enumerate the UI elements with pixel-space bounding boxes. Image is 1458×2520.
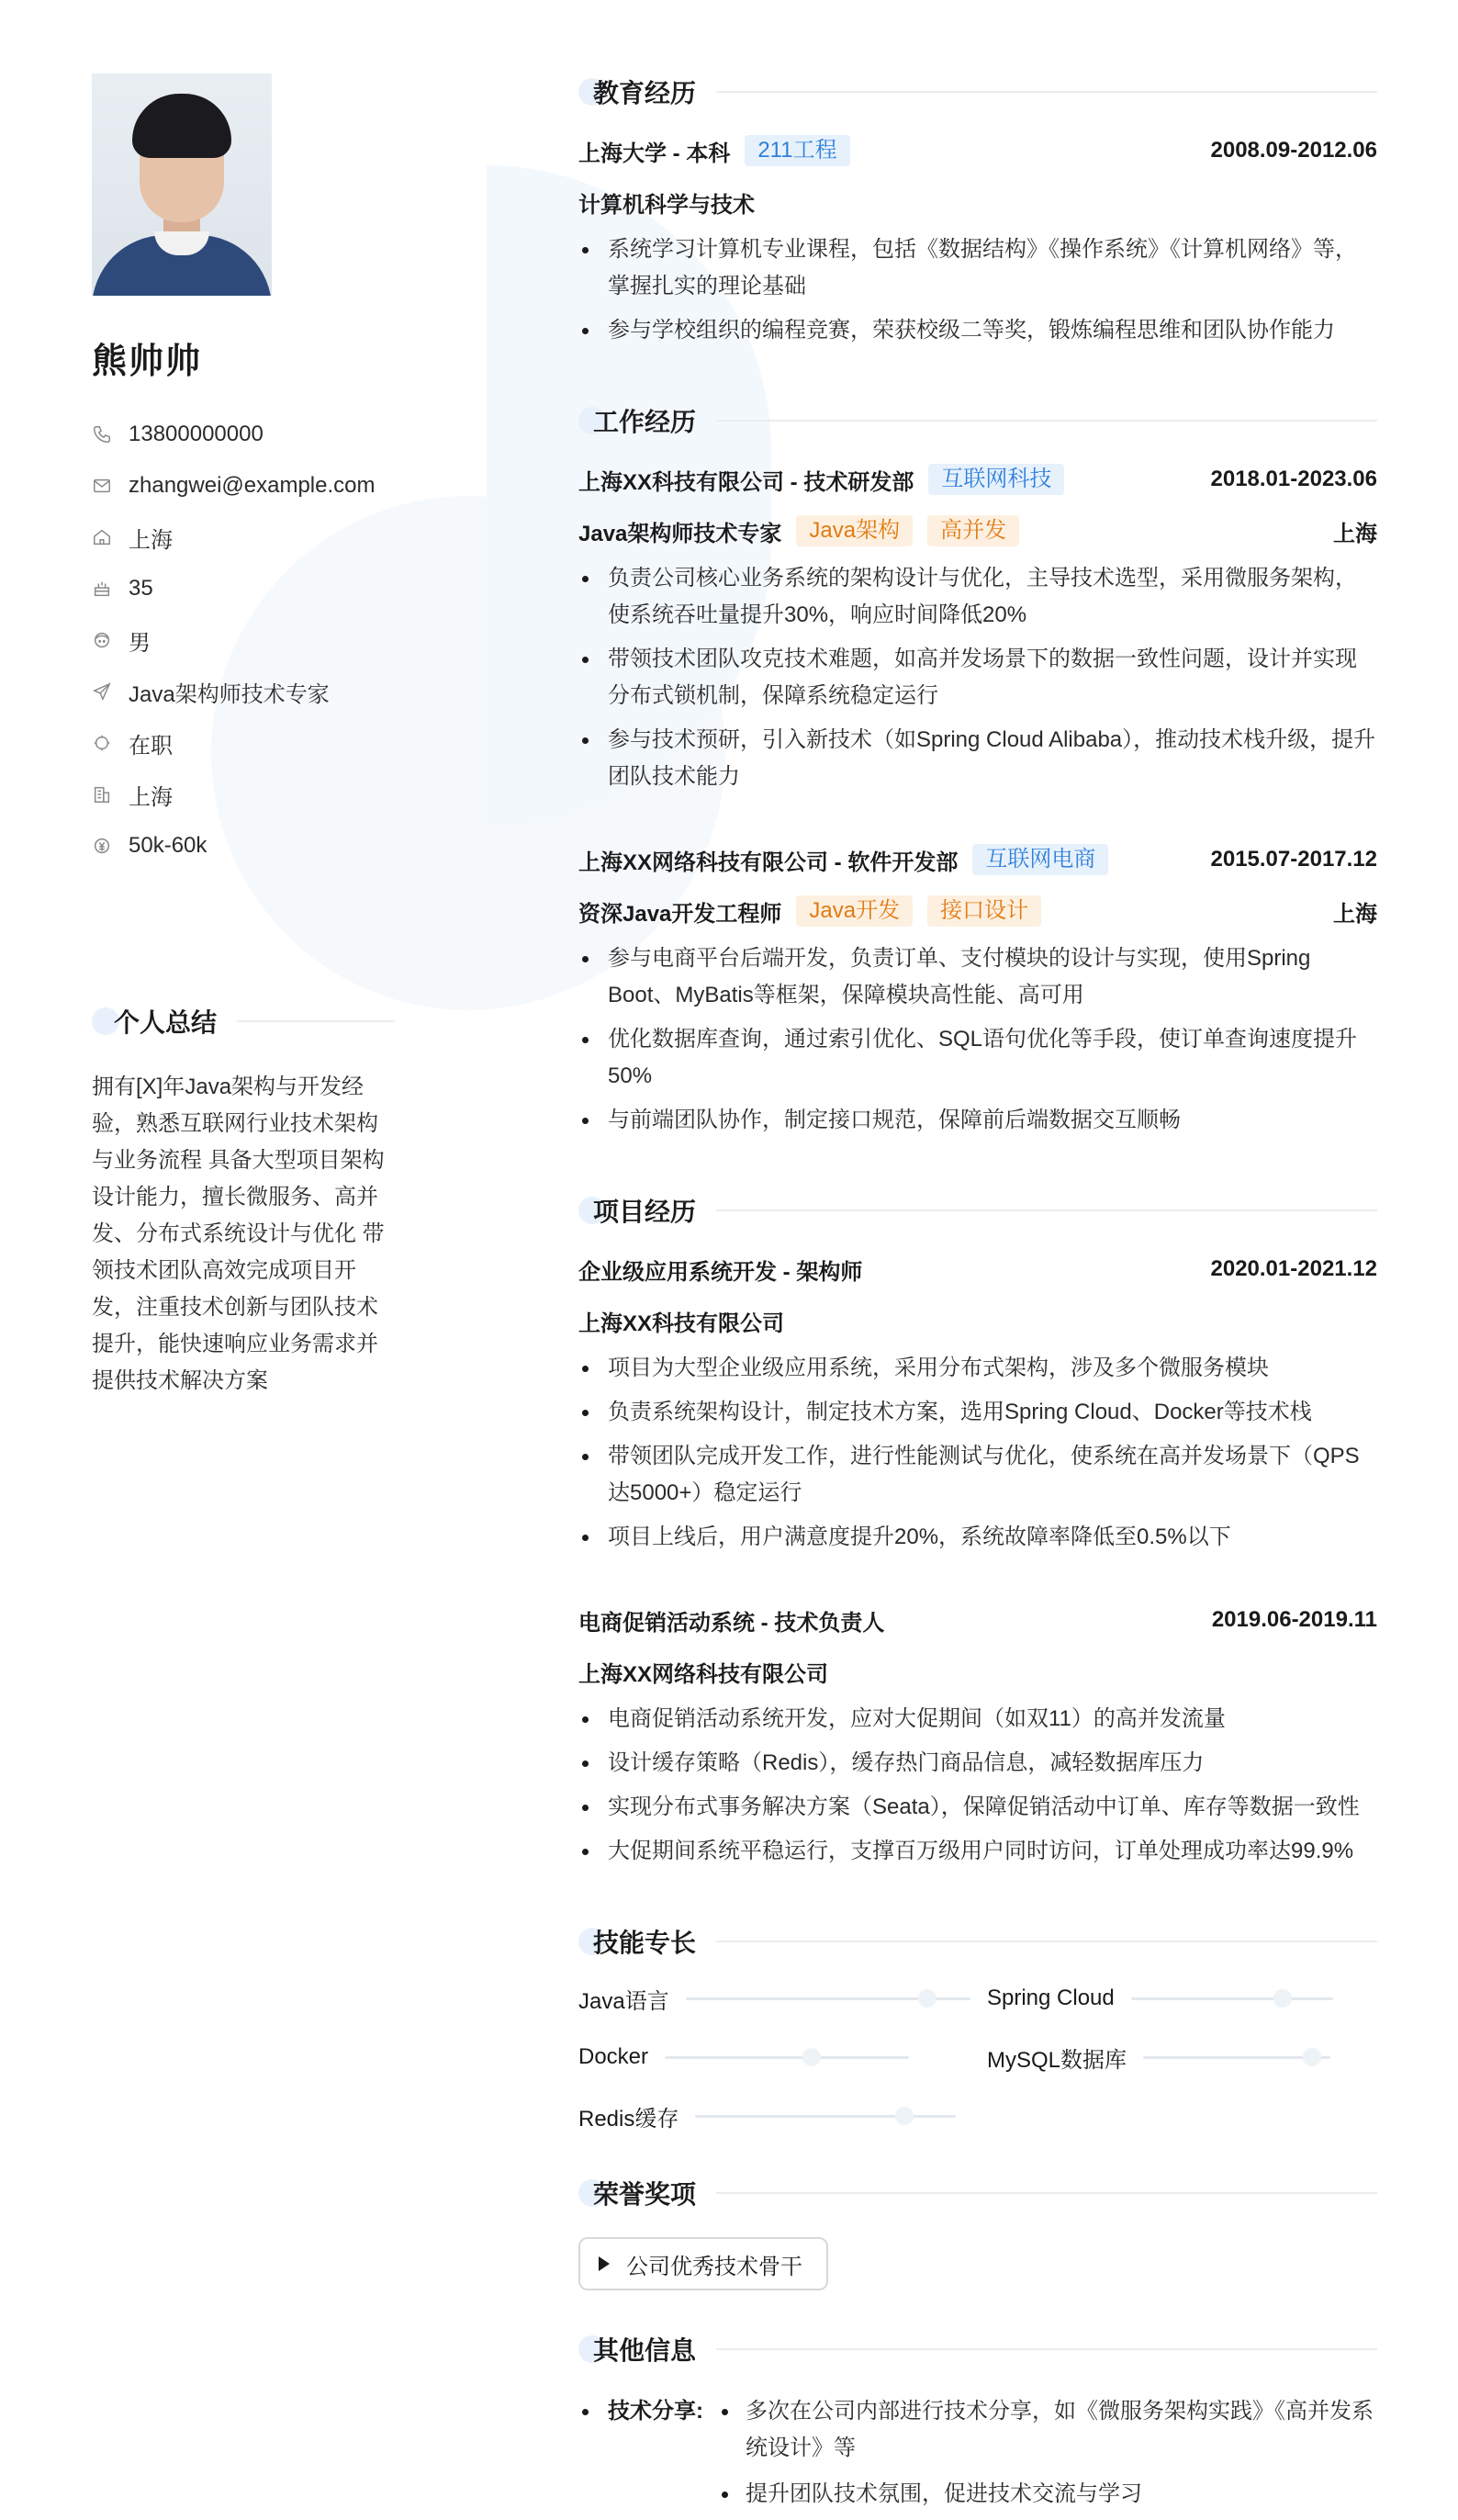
awards-section-title: 荣誉奖项 — [578, 2171, 1377, 2215]
skills-grid — [578, 1980, 1377, 2134]
company-name: 上海XX网络科技有限公司 - 软件开发部 — [578, 849, 959, 875]
education-bullets — [578, 231, 1377, 349]
job-date: 2015.07-2017.12 — [1210, 847, 1377, 872]
summary-section-title: 个人总结 — [92, 1003, 395, 1040]
list-item: 带领团队完成开发工作，进行性能测试与优化，使系统在高并发场景下（QPS达5000+）稳定运行 — [578, 1438, 1377, 1512]
skill-level-knob — [1303, 2048, 1321, 2066]
summary-text: 拥有[X]年Java架构与开发经验，熟悉互联网行业技术架构与业务流程 具备大型项目架构设计能力，擅长微服务、高并发、分布式系统设计与优化 带领技术团队高效完成项目开发，注重技术创新与团队技术提升，能快速响应业务需求并提供技术解决方案 — [92, 1074, 385, 1393]
skill-item: Redis缓存 — [578, 2098, 987, 2134]
other-info-label: 技术分享: — [608, 2399, 703, 2424]
project-name: 企业级应用系统开发 - 架构师 — [578, 1259, 863, 1285]
avatar — [92, 73, 272, 296]
project-name: 电商促销活动系统 - 技术负责人 — [578, 1610, 885, 1636]
mail-icon — [92, 476, 112, 496]
info-age: 35 — [92, 563, 395, 614]
project-bullets — [578, 1350, 1377, 1556]
info-status: 在职 — [92, 717, 395, 769]
skill-tag: Java架构 — [796, 515, 913, 546]
skills-section-title: 技能专长 — [578, 1919, 1377, 1963]
project-date: 2020.01-2021.12 — [1210, 1256, 1377, 1281]
other-info — [578, 2393, 1377, 2520]
cake-icon — [92, 579, 112, 599]
skill-level-knob — [802, 2048, 821, 2066]
other-info-row — [578, 2393, 1377, 2520]
work-section-title: 工作经历 — [578, 399, 1377, 443]
education-date: 2008.09-2012.06 — [1210, 138, 1377, 163]
job-date: 2018.01-2023.06 — [1210, 467, 1377, 491]
project-date: 2019.06-2019.11 — [1211, 1607, 1377, 1632]
job-entry-head — [578, 461, 1377, 498]
skill-tag: 高并发 — [927, 515, 1019, 546]
info-position: Java架构师技术专家 — [92, 666, 395, 717]
list-item: 项目为大型企业级应用系统，采用分布式架构，涉及多个微服务模块 — [578, 1350, 1377, 1387]
list-item: 与前端团队协作，制定接口规范，保障前后端数据交互顺畅 — [578, 1102, 1377, 1139]
money-icon — [92, 836, 112, 856]
education-section-title: 教育经历 — [578, 70, 1377, 114]
list-item: 提升团队技术氛围，促进技术交流与学习 — [716, 2476, 1377, 2513]
school-name: 上海大学 - 本科 — [578, 141, 731, 166]
list-item: 系统学习计算机专业课程，包括《数据结构》《操作系统》《计算机网络》等，掌握扎实的理论基础 — [578, 231, 1377, 305]
skill-tag: 接口设计 — [927, 895, 1041, 927]
list-item: 项目上线后，用户满意度提升20%，系统故障率降低至0.5%以下 — [578, 1519, 1377, 1556]
other-info-bullets — [716, 2393, 1377, 2520]
education-major: 计算机科学与技术 — [578, 192, 755, 218]
skill-tag: Java开发 — [796, 895, 913, 927]
job-bullets — [578, 940, 1377, 1139]
list-item: 参与电商平台后端开发，负责订单、支付模块的设计与实现，使用Spring Boot、MyBatis等框架，保障模块高性能、高可用 — [578, 940, 1377, 1014]
other-section-title: 其他信息 — [578, 2327, 1377, 2371]
education-entry-head — [578, 132, 1377, 169]
school-tag: 211工程 — [745, 135, 849, 166]
skill-level-bar — [1143, 2056, 1330, 2059]
job-city: 上海 — [1333, 521, 1377, 546]
skill-level-knob — [918, 1989, 936, 2008]
info-email: zhangwei@example.com — [92, 460, 395, 512]
skill-level-knob — [895, 2107, 914, 2125]
project-entry-head — [578, 1602, 1377, 1638]
job-city: 上海 — [1333, 901, 1377, 927]
project-entry-head — [578, 1251, 1377, 1288]
company-name: 上海XX科技有限公司 - 技术研发部 — [578, 469, 914, 495]
skill-level-knob — [1273, 1989, 1292, 2008]
home-icon — [92, 527, 112, 547]
list-item: 电商促销活动系统开发，应对大促期间（如双11）的高并发流量 — [578, 1701, 1377, 1738]
list-item: 带领技术团队攻克技术难题，如高并发场景下的数据一致性问题，设计并实现分布式锁机制，保障系统稳定运行 — [578, 641, 1377, 714]
job-role-row — [578, 512, 1377, 549]
list-item: 参与学校组织的编程竞赛，荣获校级二等奖，锻炼编程思维和团队协作能力 — [578, 312, 1377, 349]
job-bullets — [578, 560, 1377, 795]
contact-info-list — [92, 409, 395, 872]
industry-tag: 互联网科技 — [928, 464, 1064, 495]
list-item: 大促期间系统平稳运行，支撑百万级用户同时访问，订单处理成功率达99.9% — [578, 1833, 1377, 1870]
list-item: 优化数据库查询，通过索引优化、SQL语句优化等手段，使订单查询速度提升50% — [578, 1021, 1377, 1095]
list-item: 实现分布式事务解决方案（Seata），保障促销活动中订单、库存等数据一致性 — [578, 1789, 1377, 1826]
sidebar — [92, 73, 395, 872]
info-salary: 50k-60k — [92, 820, 395, 872]
job-role: 资深Java开发工程师 — [578, 901, 782, 927]
job-role: Java架构师技术专家 — [578, 521, 782, 546]
skill-level-bar — [1131, 1997, 1333, 2000]
info-city: 上海 — [92, 769, 395, 820]
send-icon — [92, 681, 112, 702]
play-icon — [599, 2256, 610, 2271]
info-location: 上海 — [92, 512, 395, 563]
project-bullets — [578, 1701, 1377, 1870]
info-gender: 男 — [92, 614, 395, 666]
skill-item: Docker — [578, 2039, 987, 2076]
job-role-row — [578, 893, 1377, 929]
skill-item: Java语言 — [578, 1980, 987, 2017]
list-item: 参与技术预研，引入新技术（如Spring Cloud Alibaba），推动技术栈升级，提升团队技术能力 — [578, 722, 1377, 795]
status-icon — [92, 733, 112, 753]
list-item: 负责系统架构设计，制定技术方案，选用Spring Cloud、Docker等技术栈 — [578, 1394, 1377, 1431]
list-item: 负责公司核心业务系统的架构设计与优化，主导技术选型，采用微服务架构，使系统吞吐量提升30%，响应时间降低20% — [578, 560, 1377, 634]
projects-section-title: 项目经历 — [578, 1188, 1377, 1232]
skill-item: MySQL数据库 — [987, 2039, 1377, 2076]
building-icon — [92, 784, 112, 804]
job-entry-head — [578, 841, 1377, 878]
skill-level-bar — [686, 1997, 970, 2000]
list-item: 多次在公司内部进行技术分享，如《微服务架构实践》《高并发系统设计》等 — [716, 2393, 1377, 2467]
phone-icon — [92, 424, 112, 444]
project-company: 上海XX网络科技有限公司 — [578, 1661, 829, 1687]
main-content — [578, 70, 1377, 2520]
info-phone: 13800000000 — [92, 409, 395, 460]
industry-tag: 互联网电商 — [972, 844, 1108, 875]
project-company: 上海XX科技有限公司 — [578, 1311, 785, 1336]
award-item-button[interactable]: 公司优秀技术骨干 — [578, 2237, 828, 2290]
skill-item: Spring Cloud — [987, 1980, 1377, 2017]
skill-level-bar — [665, 2056, 909, 2059]
candidate-name: 熊帅帅 — [92, 343, 203, 381]
gender-icon — [92, 630, 112, 650]
skill-level-bar — [695, 2115, 956, 2118]
list-item: 设计缓存策略（Redis），缓存热门商品信息，减轻数据库压力 — [578, 1745, 1377, 1782]
